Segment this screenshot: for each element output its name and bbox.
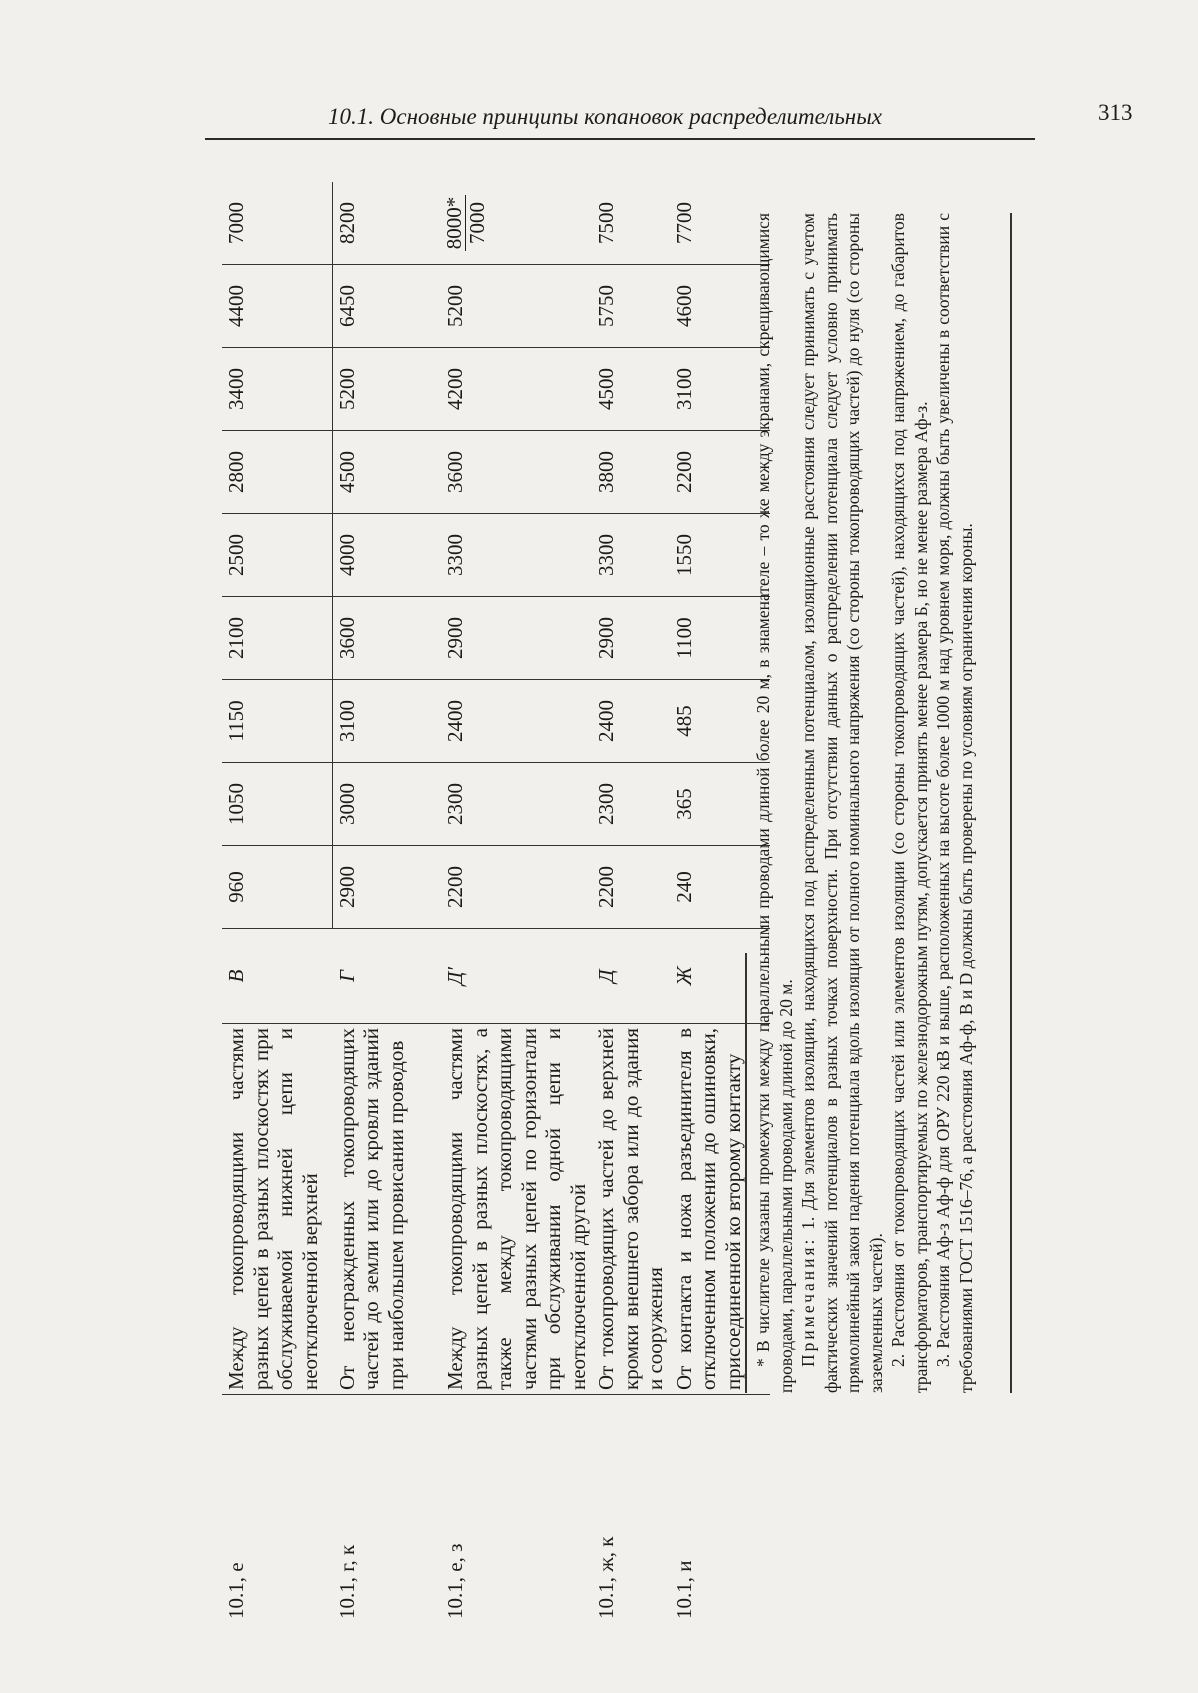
note-2: 2. Расстояния от токопроводящих частей или элементов изоляции (со стороны токопроводящих частей), находящихся под напряжением, до габаритов трансформаторов, транспортируемых по железнодорожным путям, допускается принять менее размера Б, но не менее размера Aф-з. <box>888 213 931 1393</box>
cell-value: 5200 <box>333 348 442 431</box>
cell-value: 2200 <box>670 431 770 514</box>
cell-value: 2400 <box>592 680 670 763</box>
cell-value: 2900 <box>441 597 592 680</box>
screen-header-rule <box>205 138 1035 140</box>
note-3: 3. Расстояния Aф-з Aф-ф для ОРУ 220 кВ и выше, расположенных на высоте более 1000 м над уровнем моря, должны быть увеличены в соответствии с требованиями ГОСТ 1516–76, а расстояния Aф-ф, В и D должны быть проверены по условиям ограничения короны. <box>933 213 976 1393</box>
cell-value: 4000 <box>333 514 442 597</box>
cell-value: 4200 <box>441 348 592 431</box>
cell-value: 960 <box>222 846 333 929</box>
row-description: От токопроводящих частей до верхней кромки внешнего забора или до здания и сооружения <box>592 1024 670 1395</box>
cell-value: 3600 <box>441 431 592 514</box>
cell-value: 2100 <box>222 597 333 680</box>
cell-value: 5750 <box>592 265 670 348</box>
cell-value: 485 <box>670 680 770 763</box>
note-1-text: 1. Для элементов изоляции, находящихся под распределенным потенциалом, изоляционные расстояния следует принимать с учетом фактических значений потенциалов в разных точках поверхности. При отсутствии данных о распределении потенциала следует условно принимать прямолинейный закон падения потенциала вдоль изоляции от полного номинального напряжения (со стороны токопроводящих частей) до нуля (со стороны заземленных частей). <box>798 212 886 1393</box>
fraction-cell <box>441 182 592 265</box>
row-description: От контакта и ножа разъединителя в отключенном положении до ошиновки, присоединенной ко второму контакту <box>670 1024 770 1395</box>
cell-value: 7000 <box>222 182 333 265</box>
table-row <box>441 182 592 1623</box>
row-symbol: Ж <box>671 966 696 986</box>
cell-value: 2900 <box>333 846 442 929</box>
table-row <box>222 182 333 1623</box>
row-symbol: В <box>224 969 248 983</box>
row-symbol: Д′ <box>443 967 467 985</box>
row-description: От неогражденных токопроводящих частей до земли или до кровли зданий при наибольшем провисании проводов <box>333 1024 442 1395</box>
cell-value: 1050 <box>222 763 333 846</box>
cell-value: 8200 <box>333 182 442 265</box>
cell-value: 3100 <box>333 680 442 763</box>
cell-value: 4400 <box>222 265 333 348</box>
cell-value: 4500 <box>592 348 670 431</box>
table-row <box>333 182 442 1623</box>
cell-value: 3400 <box>222 348 333 431</box>
cell-value: 3100 <box>670 348 770 431</box>
cell-value: 1100 <box>670 597 770 680</box>
row-symbol: Д <box>594 969 618 983</box>
row-description: Между токопроводящими частями разных цепей в разных плоскостях, а также между токопроводящими частями разных цепей по горизонтали при обслуживании одной цепи и неотключенной другой <box>441 1024 592 1395</box>
cell-value: 3600 <box>333 597 442 680</box>
footnote-rule <box>745 953 747 1393</box>
row-ref: 10.1, е, з <box>443 1543 467 1619</box>
cell-value: 4600 <box>670 265 770 348</box>
cell-value: 7500 <box>592 182 670 265</box>
cell-value: 1150 <box>222 680 333 763</box>
cell-value: 2200 <box>441 846 592 929</box>
row-ref: 10.1, г, к <box>334 1544 359 1619</box>
fraction <box>443 195 488 252</box>
clearance-table <box>222 182 770 1623</box>
cell-value: 2300 <box>592 763 670 846</box>
cell-value: 3300 <box>441 514 592 597</box>
cell-value: 2300 <box>441 763 592 846</box>
screen-header: 10.1. Основные принципы копановок распределительных <box>328 104 882 129</box>
cell-value: 3000 <box>333 763 442 846</box>
notes-block <box>752 213 977 1393</box>
cell-value: 2500 <box>222 514 333 597</box>
notes-label: Примечания: <box>798 1236 818 1367</box>
cell-value: 2800 <box>222 431 333 514</box>
cell-value: 1550 <box>670 514 770 597</box>
row-symbol: Г <box>334 970 359 982</box>
row-ref: 10.1, е <box>224 1562 248 1619</box>
cell-value: 3300 <box>592 514 670 597</box>
cell-value: 3800 <box>592 431 670 514</box>
cell-value: 6450 <box>333 265 442 348</box>
cell-value: 5200 <box>441 265 592 348</box>
cell-value: 7700 <box>670 182 770 265</box>
cell-value: 2400 <box>441 680 592 763</box>
row-ref: 10.1, и <box>671 1560 696 1619</box>
cell-value: 4500 <box>333 431 442 514</box>
row-ref: 10.1, ж, к <box>594 1536 618 1619</box>
cell-value: 365 <box>670 763 770 846</box>
page-number: 313 <box>1098 100 1133 125</box>
cell-value: 2200 <box>592 846 670 929</box>
bottom-rule <box>1010 213 1012 1393</box>
cell-value: 240 <box>670 846 770 929</box>
table-row <box>592 182 670 1623</box>
note-1 <box>797 213 887 1393</box>
fraction-denominator: 7000 <box>465 202 489 244</box>
row-description: Между токопроводящими частями разных цепей в разных плоскостях при обслуживаемой нижней цепи и неотключенной верхней <box>222 1024 333 1395</box>
fraction-numerator: 8000* <box>442 196 466 250</box>
cell-value: 2900 <box>592 597 670 680</box>
footnote: * В числителе указаны промежутки между параллельными проводами длиной более 20 м, в знаменателе – то же между экранами, скрещивающимися проводами, параллельными проводами длиной до 20 м. <box>753 213 796 1393</box>
